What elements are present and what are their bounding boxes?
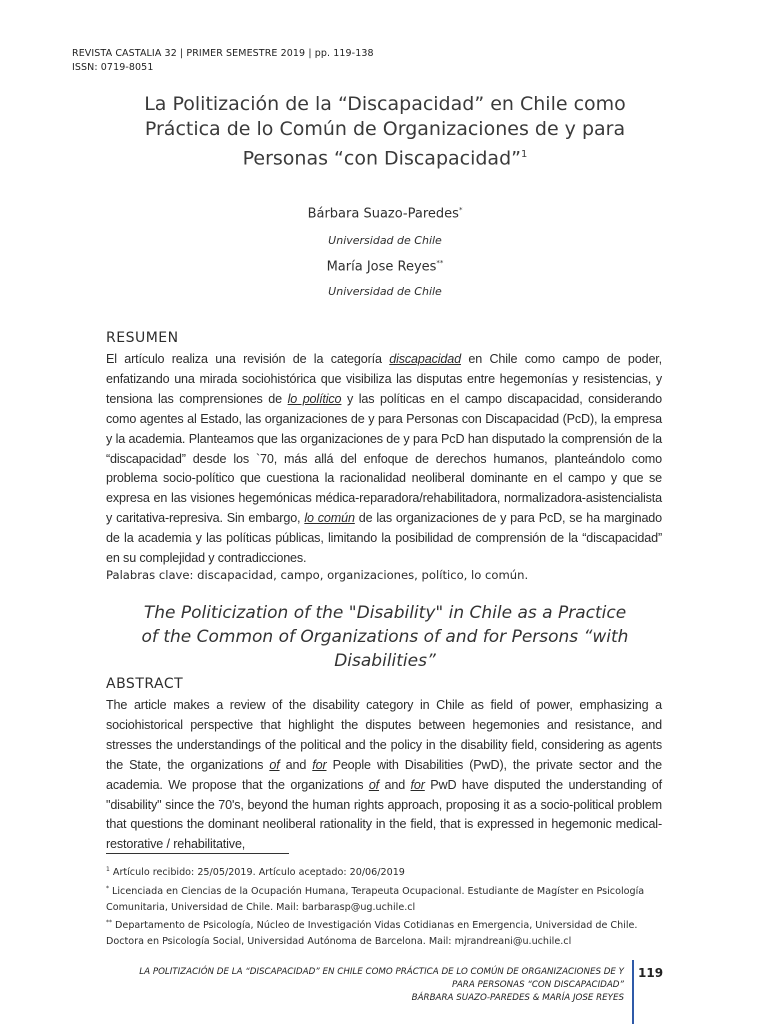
keywords: Palabras clave: discapacidad, campo, organizaciones, político, lo común. [106,568,529,582]
title-line: Personas “con Discapacidad” [242,147,521,170]
footnote-marker[interactable]: * [458,206,463,214]
emphasis: for [312,757,327,772]
footnote-marker[interactable]: 1 [520,149,528,160]
footer-authors: BÁRBARA SUAZO-PAREDES & MARÍA JOSE REYES [411,992,624,1003]
footer-title-line: PARA PERSONAS “CON DISCAPACIDAD” [452,979,624,990]
resumen-paragraph: El artículo realiza una revisión de la categoría discapacidad en Chile como campo de poder, enfatizando una mirada sociohistórica que visibiliza las disputas entre hegemonías y resistencias, y tensiona las comprensiones de lo político y las políticas en el campo discapacidad, considerando como agentes al Estado, las organizaciones de y para Personas con Discapacidad (PcD), la empresa y la academia. Planteamos que las organizaciones de y para PcD han disputado la comprensión de la “discapacidad” desde los `70, más allá del enfoque de derechos humanos, planteándolo como problema socio-político que cuestiona la racionalidad neoliberal dominante en el campo y que se expresa en las visiones hegemónicas médica-reparadora/rehabilitadora, normalizadora-asistencialista y caritativa-represiva. Sin embargo, lo común de las organizaciones de y para PcD, se ha marginado de la academia y las políticas públicas, limitando la posibilidad de comprensión de la “discapacidad” en su complejidad y contradicciones. [106,352,663,566]
footnote: * Licenciada en Ciencias de la Ocupación Humana, Terapeuta Ocupacional. Estudiante de Magíster en Psicología Comunitaria, Universidad de Chile. Mail: barbarasp@ug.uchile.cl [106,884,645,913]
resumen-heading: RESUMEN [106,330,179,346]
abstract-paragraph: The article makes a review of the disability category in Chile as field of power, emphasizing a sociohistorical perspective that highlight the disputes between hegemonies and resistance, and stresses the understandings of the political and the policy in the disability field, considering as agents the State, the organizations of and for People with Disabilities (PwD), the private sector and the academia. We propose that the organizations of and for PwD have disputed the understanding of "disability" since the 70's, beyond the human rights approach, proposing it as a socio-political problem that questions the dominant neoliberal rationality in the field, that is expressed in hegemonic medical-restorative / rehabilitative, [106,698,662,852]
title-line: The Politicization of the "Disability" in Chile as a Practice [143,603,627,623]
article-title-english [100,601,670,673]
footnotes [106,862,662,950]
running-footer [84,966,624,1004]
title-line: Disabilities” [334,651,436,671]
footnote-marker[interactable]: ** [436,259,444,267]
emphasis: lo común [304,511,355,526]
emphasis: of [368,777,380,792]
emphasis: lo político [287,391,342,406]
title-line: of the Common of Organizations of and for Persons “with [141,627,629,647]
abstract-heading: ABSTRACT [106,676,184,692]
author-name: María Jose Reyes** [326,259,444,275]
journal-citation: REVISTA CASTALIA 32 | PRIMER SEMESTRE 2019 | pp. 119-138 [72,48,374,59]
emphasis: discapacidad [389,352,461,366]
title-line: La Politización de la “Discapacidad” en Chile como [144,93,626,115]
footnote: ** Departamento de Psicología, Núcleo de Investigación Vidas Cotidianas en Emergencia, Universidad de Chile. Doctora en Psicología Social, Universidad Autónoma de Barcelona. Mail: mjrandreani@u.uchile.cl [106,919,638,947]
emphasis: of [269,757,280,772]
author-affiliation: Universidad de Chile [328,234,442,247]
author-name: Bárbara Suazo-Paredes* [307,206,463,222]
article-title-spanish [80,92,690,171]
author-affiliation: Universidad de Chile [328,285,442,298]
footer-vertical-rule [632,960,634,1024]
footnote-separator [106,853,289,854]
page-number: 119 [638,966,664,980]
journal-issn: ISSN: 0719-8051 [72,62,154,73]
title-line: Práctica de lo Común de Organizaciones de y para [144,118,626,140]
journal-header [72,47,374,75]
footer-title-line: LA POLITIZACIÓN DE LA “DISCAPACIDAD” EN CHILE COMO PRÁCTICA DE LO COMÚN DE ORGANIZACIONES DE Y [139,967,624,977]
footnote: $^1$ Artículo recibido: 25/05/2019. Artículo aceptado: 20/06/2019 [106,866,405,879]
emphasis: for [410,777,425,792]
